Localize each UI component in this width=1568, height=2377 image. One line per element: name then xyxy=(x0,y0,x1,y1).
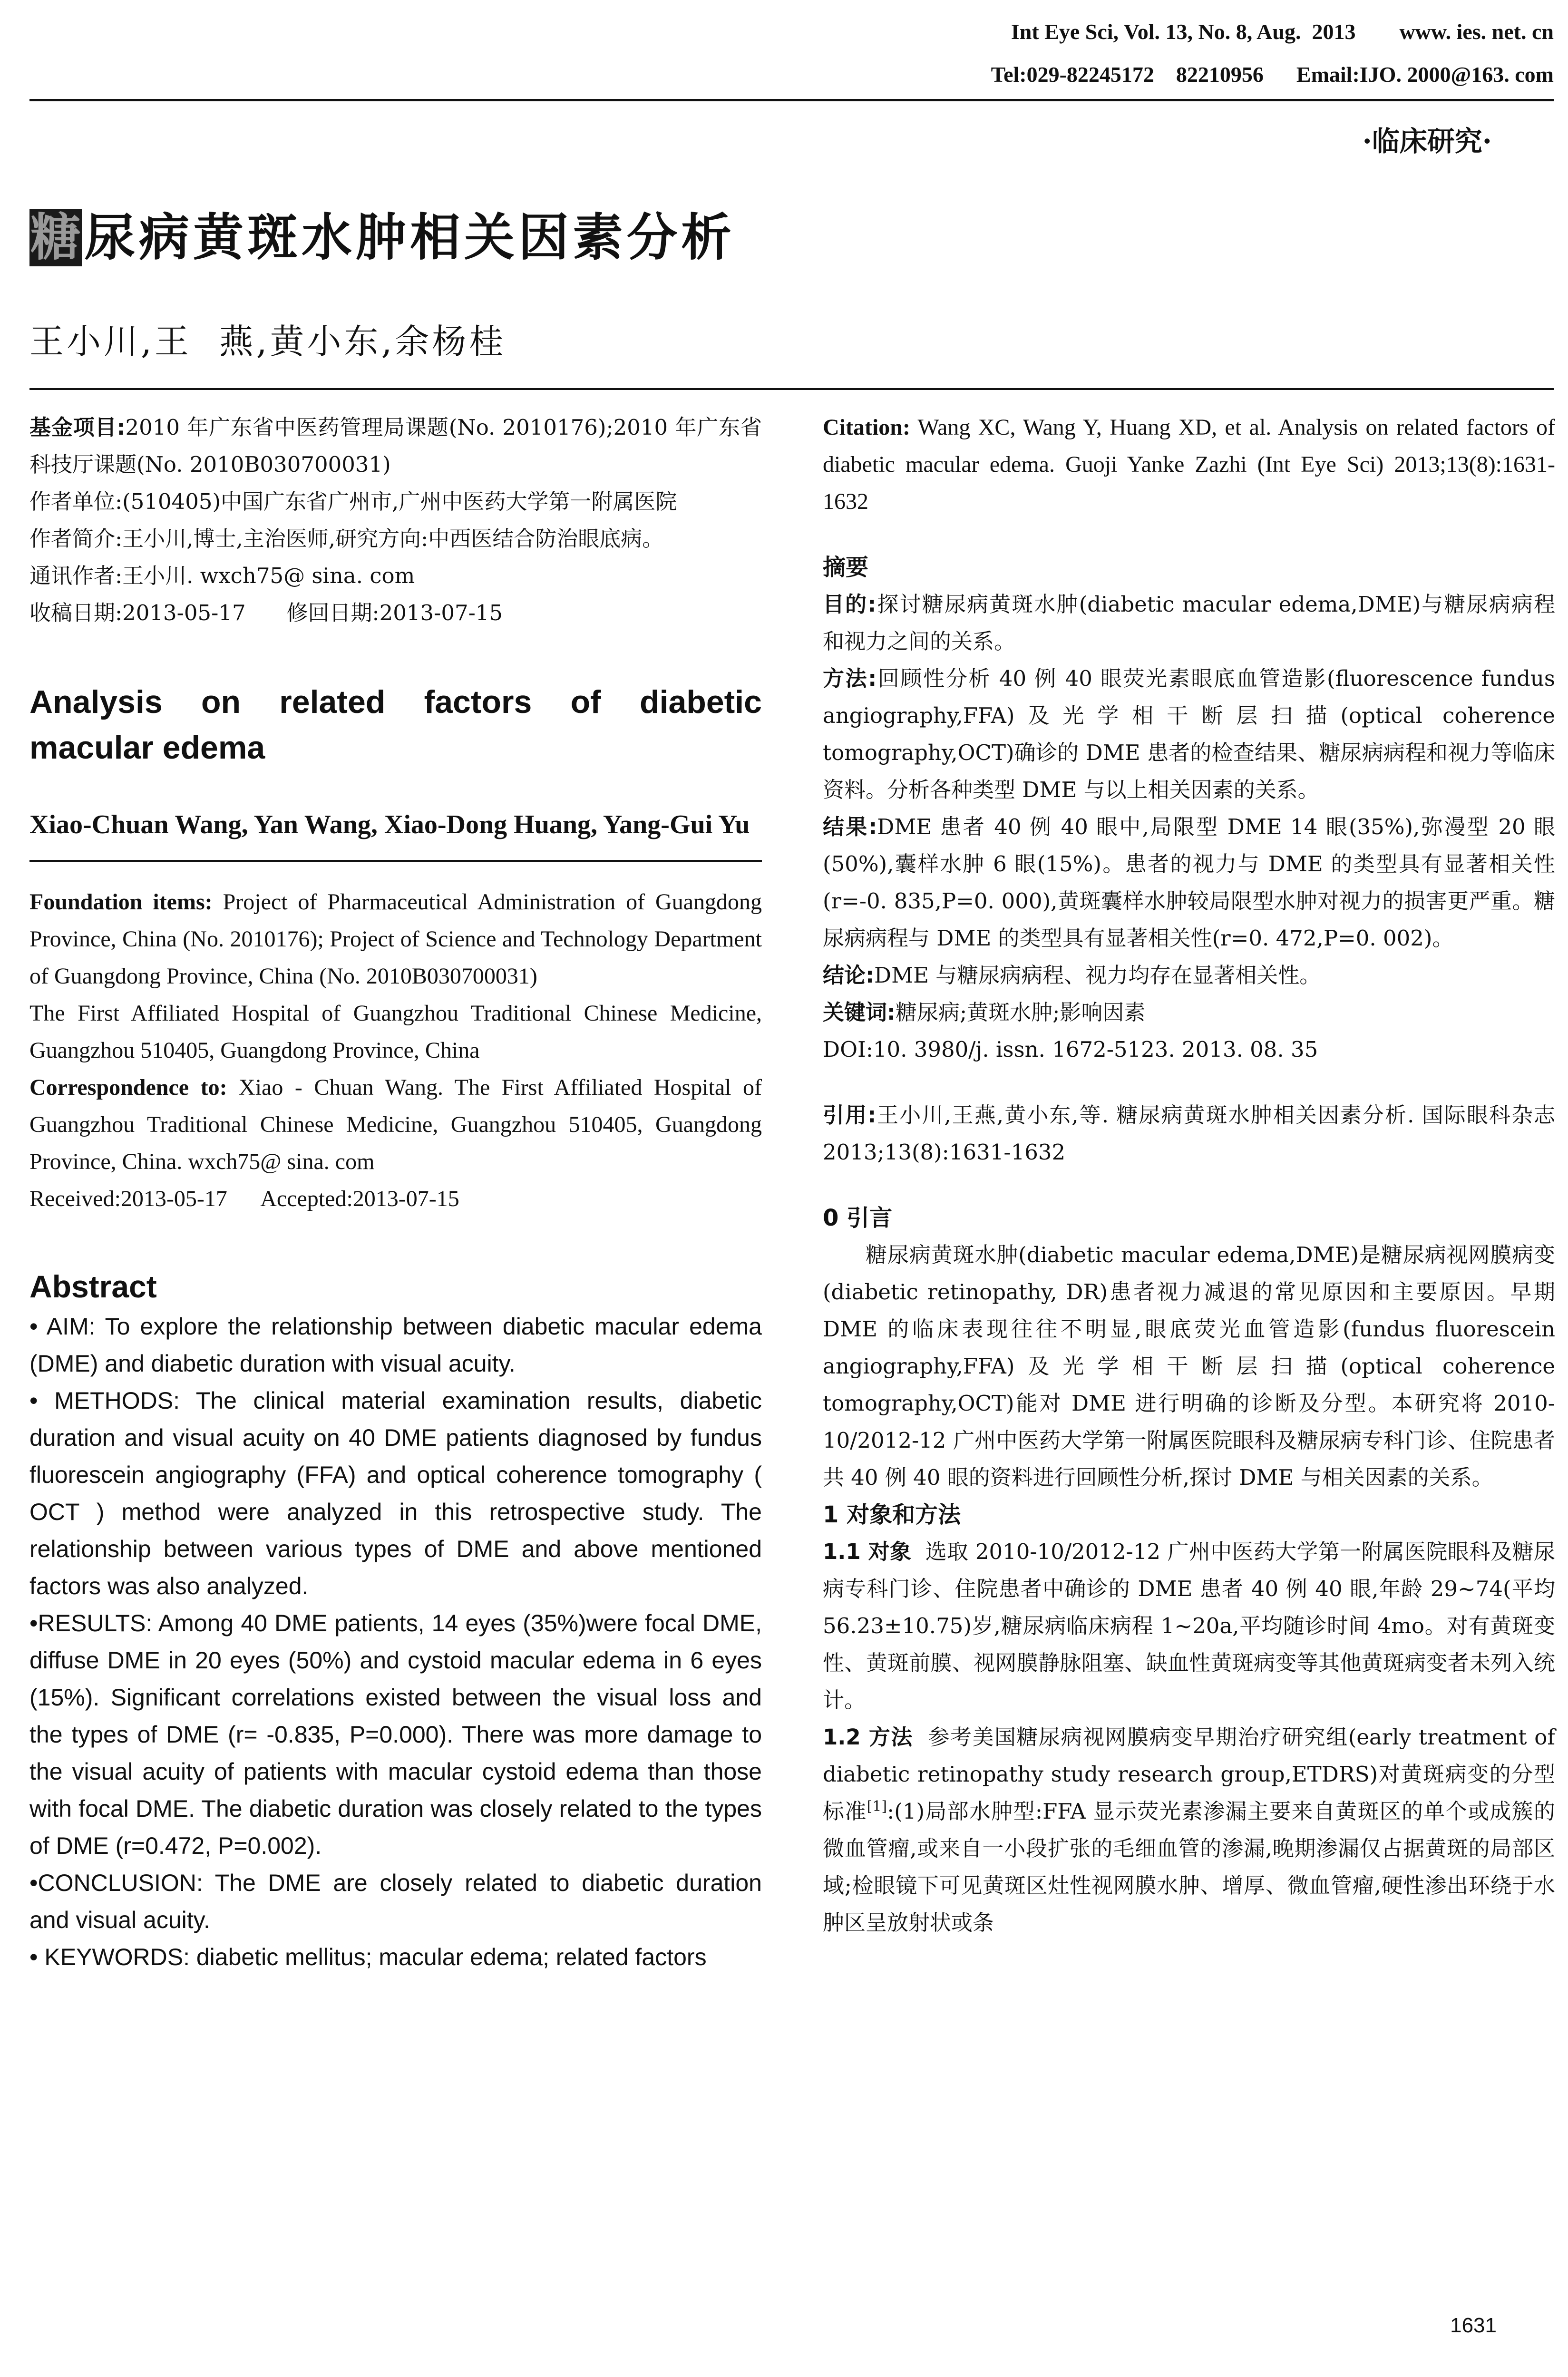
foundation-cn-label: 基金项目: xyxy=(29,415,126,440)
title-first-char: 糖 xyxy=(30,208,81,267)
authors-rule xyxy=(29,860,762,862)
correspondence-en: Correspondence to: Xiao - Chuan Wang. The First Affiliated Hospital of Guangzhou Traditional Chinese Medicine, Guangzhou 510405, Guangdong Province, China. wxch75@ sina. com xyxy=(29,1075,762,1174)
section-label: ·临床研究· xyxy=(1362,125,1492,157)
title-text: 尿病黄斑水肿相关因素分析 xyxy=(85,208,735,267)
foundation-en: Foundation items: Project of Pharmaceutical Administration of Guangdong Province, China (No. 2010176); Project of Science and Technology Department of Guangdong Province, China (No. 2010B030700031) xyxy=(29,889,762,989)
left-column xyxy=(29,409,771,1976)
summary-conclusion: 结论:DME 与糖尿病病程、视力均存在显著相关性。 xyxy=(823,963,1321,988)
dates-cn: 收稿日期:2013-05-17 修回日期:2013-07-15 xyxy=(29,600,503,625)
corr-cn: 通讯作者:王小川. wxch75@ sina. com xyxy=(29,563,415,588)
doi: DOI:10. 3980/j. issn. 1672-5123. 2013. 08. 35 xyxy=(823,1037,1318,1062)
abstract-conclusion: •CONCLUSION: The DME are closely related to diabetic duration and visual acuity. xyxy=(29,1870,762,1933)
section-1-1: 1.1 对象 选取 2010-10/2012-12 广州中医药大学第一附属医院眼科及糖尿病专科门诊、住院患者中确诊的 DME 患者 40 例 40 眼,年龄 29~74(平均 56.23±10.75)岁,糖尿病临床病程 1~20a,平均随诊时间 4mo。对有黄斑变性、黄斑前膜、视网膜静脉阻塞、缺血性黄斑病变等其他黄斑病变者未列入统计。 xyxy=(823,1539,1562,1713)
summary-keywords: 关键词:糖尿病;黄斑水肿;影响因素 xyxy=(823,1000,1146,1025)
dates-en: Received:2013-05-17 Accepted:2013-07-15 xyxy=(29,1186,459,1211)
bio-cn: 作者简介:王小川,博士,主治医师,研究方向:中西医结合防治眼底病。 xyxy=(29,526,664,551)
abstract-aim: • AIM: To explore the relationship between diabetic macular edema (DME) and diabetic duration with visual acuity. xyxy=(29,1313,762,1377)
summary-heading: 摘要 xyxy=(823,554,869,581)
authors-cn: 王小川,王 燕,黄小东,余杨桂 xyxy=(29,321,506,361)
intro-paragraph: 糖尿病黄斑水肿(diabetic macular edema,DME)是糖尿病视网膜病变(diabetic retinopathy, DR)患者视力减退的常见原因和主要原因。早期 DME 的临床表现往往不明显,眼底荧光血管造影(fundus fluorescein angiography,FFA)及光学相干断层扫描(optical coherence tomography,OCT)能对 DME 进行明确的诊断及分型。本研究将 2010-10/2012-12 广州中医药大学第一附属医院眼科及糖尿病专科门诊、住院患者共 40 例 40 眼的资料进行回顾性分析,探讨 DME 与相关因素的关系。 xyxy=(823,1242,1555,1490)
abstract-results: •RESULTS: Among 40 DME patients, 14 eyes (35%)were focal DME, diffuse DME in 20 eyes (50%) and cystoid macular edema in 6 eyes (15%). Significant correlations existed between the visual loss and the types of DME (r= -0.835, P=0.000). There was more damage to the visual acuity of patients with macular cystoid edema than those with focal DME. The diabetic duration was closely related to the types of DME (r=0.472, P=0.002). xyxy=(29,1610,762,1859)
journal-line: Int Eye Sci, Vol. 13, No. 8, Aug. 2013 www. ies. net. cn xyxy=(1011,19,1554,44)
english-authors: Xiao-Chuan Wang, Yan Wang, Xiao-Dong Huang, Yang-Gui Yu xyxy=(29,810,750,839)
right-column xyxy=(823,409,1562,1941)
abstract-methods: • METHODS: The clinical material examination results, diabetic duration and visual acuity on 40 DME patients diagnosed by fundus fluorescein angiography (FFA) and optical coherence tomography ( OCT ) method were analyzed in this retrospective study. The relationship between various types of DME and above mentioned factors was also analyzed. xyxy=(29,1387,762,1599)
title-rule xyxy=(29,388,1554,390)
cite-cn: 引用:王小川,王燕,黄小东,等. 糖尿病黄斑水肿相关因素分析. 国际眼科杂志 2013;13(8):1631-1632 xyxy=(823,1102,1555,1165)
summary-purpose: 目的:探讨糖尿病黄斑水肿(diabetic macular edema,DME)与糖尿病病程和视力之间的关系。 xyxy=(823,592,1555,654)
intro-heading: 0 引言 xyxy=(823,1205,893,1231)
citation: Citation: Wang XC, Wang Y, Huang XD, et al. Analysis on related factors of diabetic macular edema. Guoji Yanke Zazhi (Int Eye Sci) 2013;13(8):1631-1632 xyxy=(823,415,1555,514)
header-rule xyxy=(29,99,1554,101)
summary-result: 结果:DME 患者 40 例 40 眼中,局限型 DME 14 眼(35%),弥漫型 20 眼(50%),囊样水肿 6 眼(15%)。患者的视力与 DME 的类型具有显著相关性(r=-0. 835,P=0. 000),黄斑囊样水肿较局限型水肿对视力的损害更严重。糖尿病病程与 DME 的类型具有显著相关性(r=0. 472,P=0. 002)。 xyxy=(823,814,1555,951)
section-1-2: 1.2 方法 参考美国糖尿病视网膜病变早期治疗研究组(early treatment of diabetic retinopathy study research group,ETDRS)对黄斑病变的分型标准[1]:(1)局部水肿型:FFA 显示荧光素渗漏主要来自黄斑区的单个或成簇的微血管瘤,或来自一小段扩张的毛细血管的渗漏,晚期渗漏仅占据黄斑的局部区域;检眼镜下可见黄斑区灶性视网膜水肿、增厚、微血管瘤,硬性渗出环绕于水肿区呈放射状或条 xyxy=(823,1724,1562,1935)
unit-cn: 作者单位:(510405)中国广东省广州市,广州中医药大学第一附属医院 xyxy=(29,489,677,514)
affiliation-en: The First Affiliated Hospital of Guangzhou Traditional Chinese Medicine, Guangzhou 510405, Guangdong Province, China xyxy=(29,1001,762,1063)
page-number: 1631 xyxy=(1450,2314,1497,2337)
section1-heading: 1 对象和方法 xyxy=(823,1501,961,1528)
foundation-cn: 基金项目:2010 年广东省中医药管理局课题(No. 2010176);2010 年广东省科技厅课题(No. 2010B030700031) xyxy=(29,415,762,477)
english-title: Analysis on related factors of diabetic macular edema xyxy=(29,684,771,766)
reference-1[interactable]: [1] xyxy=(867,1798,887,1815)
abstract-keywords: • KEYWORDS: diabetic mellitus; macular edema; related factors xyxy=(29,1944,707,1970)
contact-line: Tel:029-82245172 82210956 Email:IJO. 2000@163. com xyxy=(991,62,1554,87)
paper-title xyxy=(29,209,735,266)
summary-method: 方法:回顾性分析 40 例 40 眼荧光素眼底血管造影(fluorescence fundus angiography,FFA)及光学相干断层扫描(optical coherence tomography,OCT)确诊的 DME 患者的检查结果、糖尿病病程和视力等临床资料。分析各种类型 DME 与以上相关因素的关系。 xyxy=(823,666,1556,802)
abstract-heading: Abstract xyxy=(29,1269,157,1304)
